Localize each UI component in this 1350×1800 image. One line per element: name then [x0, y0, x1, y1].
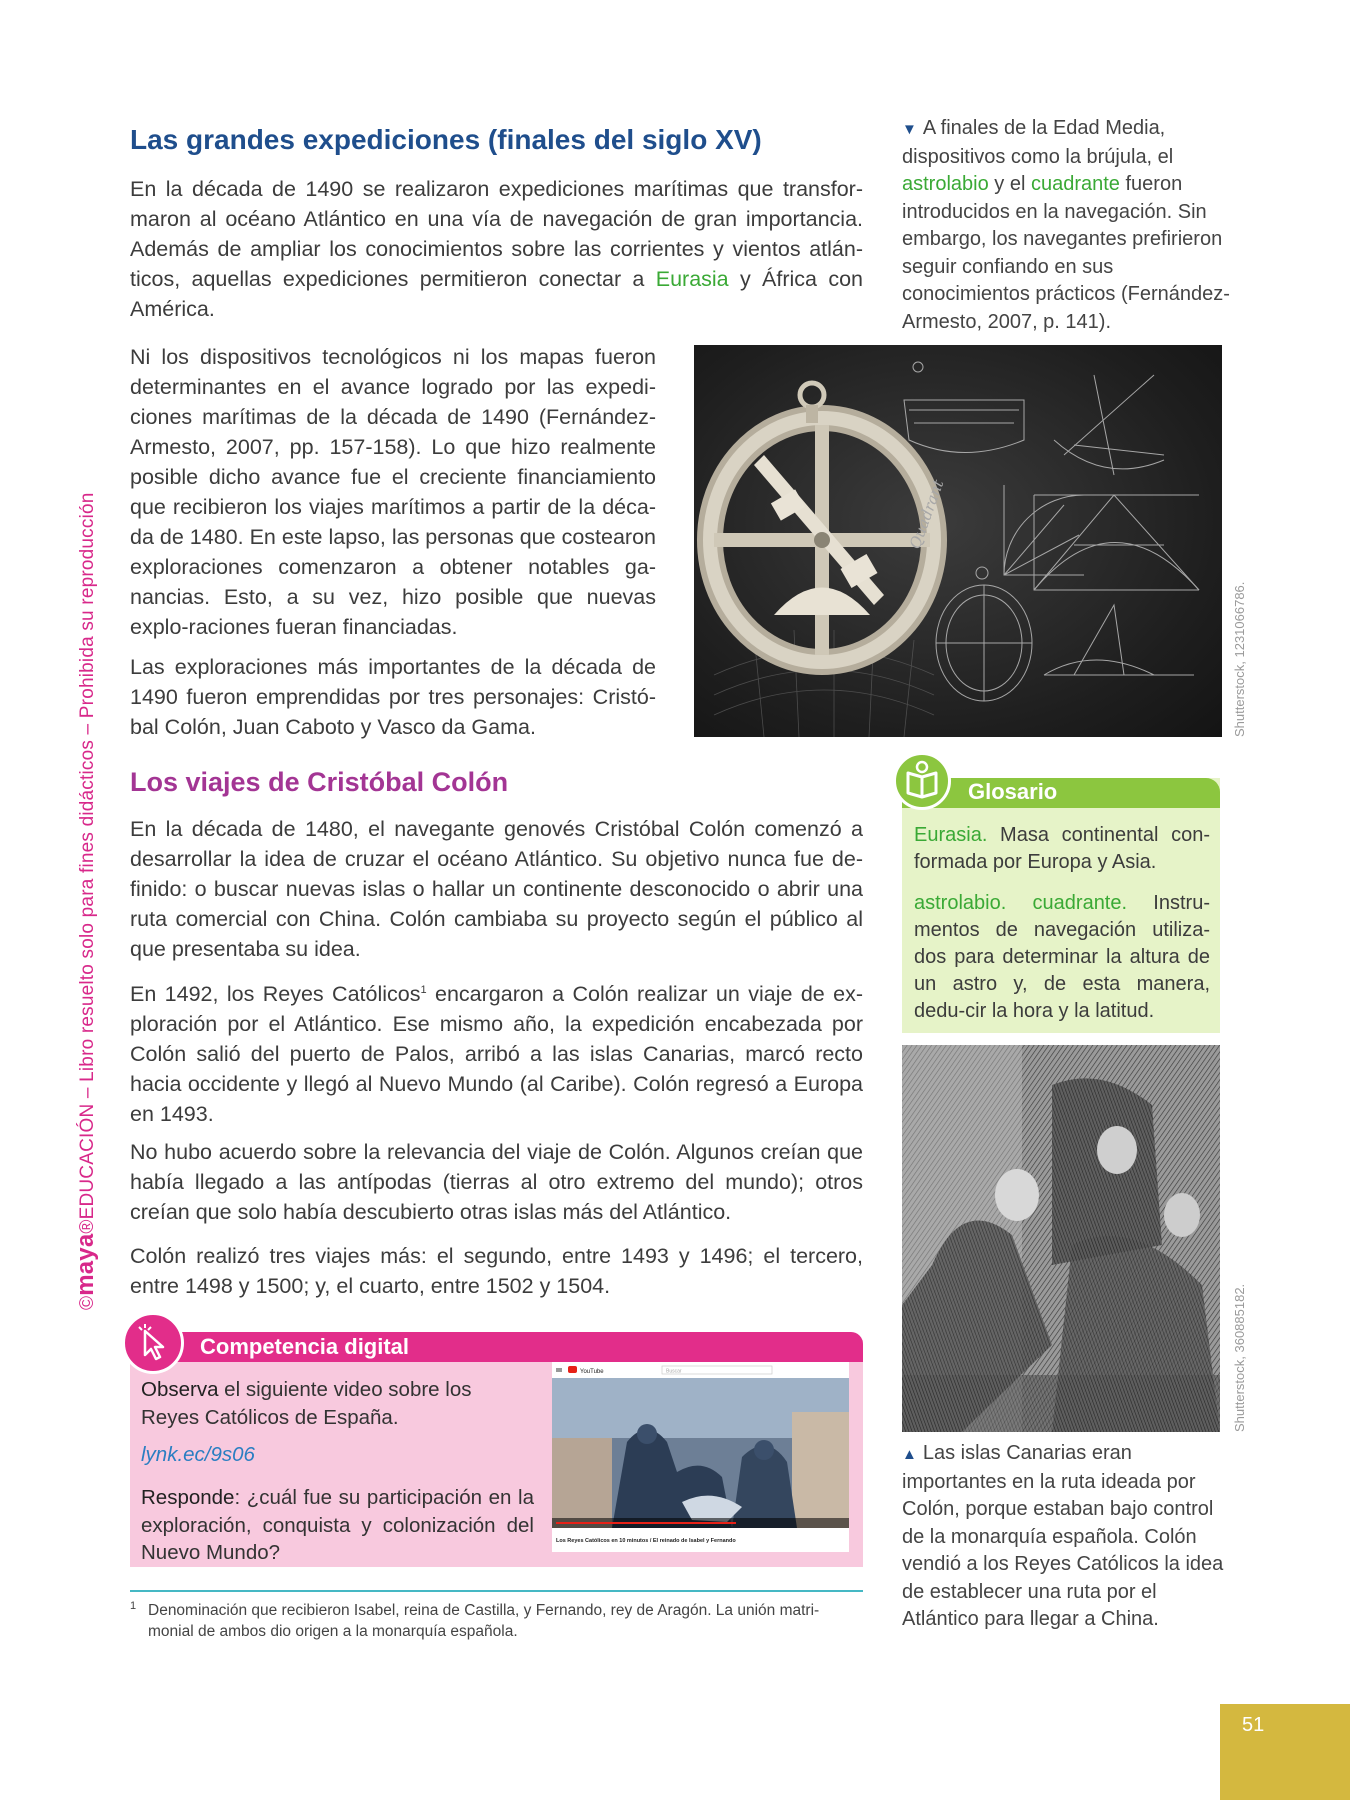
side-copyright: [72, 470, 102, 1310]
youtube-logo-icon: [568, 1366, 577, 1373]
paragraph-colon-idea: En la década de 1480, el navegante genovés Cristóbal Colón comenzó a desarrollar la idea de cruzar el océano Atlántico. Su objetivo nunca fue de-finido: o buscar nuevas islas o hallar un continente desconocido o abrir una ruta comercial con China. Colón cambiaba su proyecto según el público al que presentaba su idea.: [130, 817, 863, 961]
paragraph-intro: En la década de 1490 se realizaron expediciones marítimas que transfor-maron al océano Atlántico en una vía de navegación de gran importancia. Además de ampliar los conocimientos sobre las corrientes y vientos atlán-ticos, aquellas expediciones permitieron conectar a Eurasia y África con América.: [130, 177, 864, 321]
caption-navigation-devices: ▼ A finales de la Edad Media, dispositivos como la brújula, el astrolabio y el cuadrante fueron introducidos en la navegación. Sin embargo, los navegantes prefirieron seguir confiando en sus conocimientos prácticos (Fernández-Armesto, 2007, p. 141).: [902, 117, 1230, 333]
paragraph-financiamiento: Ni los dispositivos tecnológicos ni los mapas fueron determinantes en el avance logrado por las expedi-ciones marítimas de la década de 1490 (Fernández-Armesto, 2007, pp. 157-158). Lo que hizo realmente posible dicho avance fue el creciente financiamiento que recibieron los viajes marítimos a partir de la déca-da de 1480. En este lapso, las personas que costearon exploraciones comenzaron a obtener notables ga-nancias. Esto, a su vez, hizo posible que nuevas explo-raciones fueran financiadas.: [130, 345, 656, 639]
youtube-brand: YouTube: [580, 1369, 604, 1375]
astrolabe-illustration: [694, 345, 1222, 737]
competencia-observa: Observa el siguiente video sobre los Reyes Católicos de España.: [141, 1378, 472, 1429]
section-title-colon: Los viajes de Cristóbal Colón: [130, 767, 509, 797]
youtube-search: Buscar: [666, 1368, 682, 1375]
footnote-divider: [130, 1590, 863, 1592]
maya-logo: maya: [72, 1233, 99, 1296]
image-credit-engraving: Shutterstock, 360885182.: [1232, 1283, 1247, 1432]
footnote-ref: 1: [420, 984, 427, 996]
engraving-reyes-catolicos: [902, 1045, 1220, 1432]
glossary-entry-astrolabio: astrolabio. cuadrante. Instru-mentos de navegación utiliza-dos para determinar la altura de un astro y, de esta manera, dedu-cir la hora y la latitud.: [914, 892, 1210, 1022]
footnote: [130, 1600, 863, 1642]
caption-islas-canarias: ▲ Las islas Canarias eran importantes en la ruta ideada por Colón, porque estaban bajo control de la monarquía española. Colón vendió a los Reyes Católicos la idea de establecer una ruta por el Atlántico para llegar a China.: [902, 1442, 1224, 1630]
term-astrolabio: astrolabio: [902, 173, 989, 195]
paragraph-personajes: Las exploraciones más importantes de la década de 1490 fueron emprendidas por tres personajes: Cristó-bal Colón, Juan Caboto y Vasco da Gama.: [130, 655, 656, 739]
book-icon: [893, 752, 951, 810]
page-number-tab: [1220, 1704, 1350, 1800]
term-eurasia: Eurasia: [655, 267, 729, 291]
video-link[interactable]: lynk.ec/9s06: [141, 1443, 255, 1466]
astrolabe-drawing: [694, 345, 1222, 737]
footnote-number: 1: [130, 1600, 137, 1612]
caption-triangle-up-icon: ▲: [902, 1446, 917, 1463]
glossary-title: Glosario: [968, 779, 1058, 804]
copyright-symbol: ©: [77, 1295, 98, 1310]
glossary-entry-eurasia: Eurasia. Masa continental con-formada por Europa y Asia.: [914, 824, 1210, 873]
video-title: Los Reyes Católicos en 10 minutos / El reinado de Isabel y Fernando: [556, 1538, 736, 1544]
paragraph-viajes-mas: Colón realizó tres viajes más: el segundo, entre 1493 y 1496; el tercero, entre 1498 y 1500; y, el cuarto, entre 1502 y 1504.: [130, 1244, 863, 1298]
cursor-icon: [122, 1312, 184, 1374]
quadrant-inscription: Quadrant: [905, 477, 948, 552]
side-copyright-text: ®EDUCACIÓN – Libro resuelto solo para fines didácticos – Prohibida su reproducción: [77, 492, 98, 1234]
competencia-digital-title: Competencia digital: [200, 1334, 410, 1359]
paragraph-viaje-1492: En 1492, los Reyes Católicos$^1$ encargaron a Colón realizar un viaje de ex-ploración por el Atlántico. Ese mismo año, la expedición encabezada por Colón salió del puerto de Palos, arribó a las islas Canarias, marcó recto hacia occidente y llegó al Nuevo Mundo (al Caribe). Colón regresó a Europa en 1493.: [130, 982, 863, 1127]
term-cuadrante: cuadrante: [1030, 173, 1120, 195]
paragraph-relevancia: No hubo acuerdo sobre la relevancia del viaje de Colón. Algunos creían que había llegado a las antípodas (tierras al otro extremo del mundo); otros creían que solo había descubierto otras islas más del Atlántico.: [130, 1140, 863, 1224]
caption-triangle-icon: ▼: [902, 121, 917, 138]
video-thumbnail[interactable]: [552, 1362, 849, 1552]
section-title-expediciones: Las grandes expediciones (finales del siglo XV): [130, 124, 762, 155]
competencia-responde: Responde: ¿cuál fue su participación en la exploración, conquista y colonización del Nuevo Mundo?: [141, 1486, 534, 1564]
footnote-text: Denominación que recibieron Isabel, reina de Castilla, y Fernando, rey de Aragón. La unión matri-monial de ambos dio origen a la monarquía española.: [148, 1602, 820, 1640]
image-credit-astrolabe: Shutterstock, 1231066786.: [1232, 581, 1247, 737]
page-number: 51: [1242, 1714, 1265, 1736]
